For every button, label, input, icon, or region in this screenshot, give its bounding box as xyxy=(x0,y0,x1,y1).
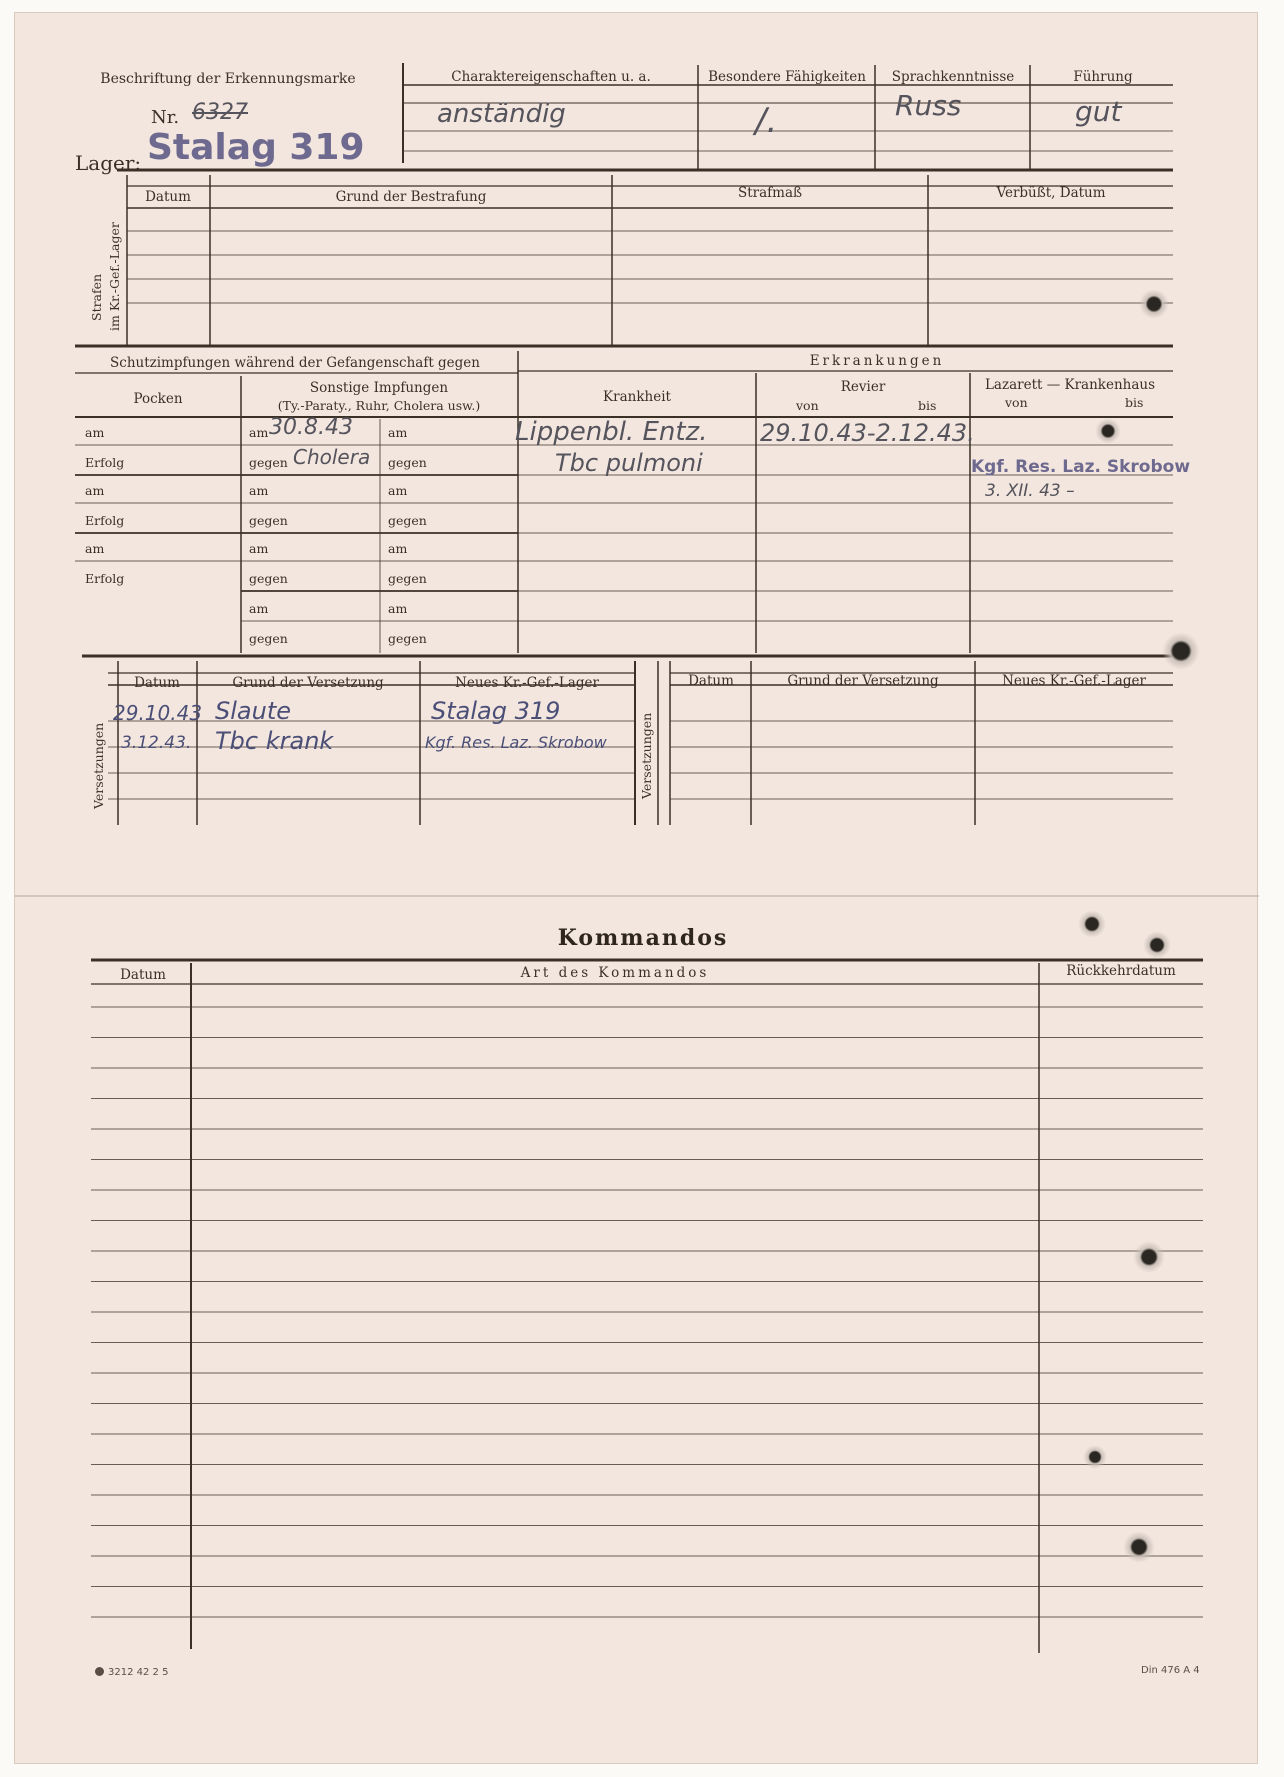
print-code-text: 3212 42 2 5 xyxy=(108,1667,169,1678)
vers-row-2-camp: Kgf. Res. Laz. Skrobow xyxy=(425,733,607,752)
nr-value: 6327 xyxy=(192,100,248,125)
kommandos-title: Kommandos xyxy=(557,925,729,951)
vers-left-col-camp: Neues Kr.-Gef.-Lager xyxy=(455,675,599,691)
impf-col-other-sub: (Ty.-Paraty., Ruhr, Cholera usw.) xyxy=(277,398,481,413)
punch-hole xyxy=(1095,418,1121,444)
erk-col-revier: Revier xyxy=(840,379,886,395)
impf-val-against: Cholera xyxy=(293,445,371,469)
punch-hole xyxy=(1083,1445,1107,1469)
pocken-erfolg-1: Erfolg xyxy=(85,455,125,470)
impf-heading: Schutzimpfungen während der Gefangenschaft gegen xyxy=(110,355,480,371)
impf-val-date: 30.8.43 xyxy=(269,415,353,440)
strafen-side-label-2: im Kr.-Gef.-Lager xyxy=(107,222,122,331)
tag-heading: Beschriftung der Erkennungsmarke xyxy=(100,71,356,87)
col-conduct: Führung xyxy=(1073,69,1133,85)
other-am-2a: am xyxy=(249,483,269,498)
vers-side-label-right: Versetzungen xyxy=(639,712,654,799)
val-conduct: gut xyxy=(1075,95,1122,128)
din-format: Din 476 A 4 xyxy=(1141,1665,1200,1676)
form-rules xyxy=(15,13,1259,1765)
punch-hole xyxy=(1139,289,1169,319)
pocken-am-1: am xyxy=(85,425,105,440)
lazarett-stamp: Kgf. Res. Laz. Skrobow xyxy=(971,457,1191,477)
other-am-3a: am xyxy=(249,541,269,556)
komm-col-type: Art des Kommandos xyxy=(520,965,710,981)
other-gegen-1b: gegen xyxy=(388,455,427,470)
komm-col-return: Rückkehrdatum xyxy=(1066,963,1176,979)
other-am-1b: am xyxy=(388,425,408,440)
punch-hole xyxy=(1133,1241,1165,1273)
col-character: Charaktereigenschaften u. a. xyxy=(451,69,651,85)
vers-right-col-reason: Grund der Versetzung xyxy=(787,673,939,689)
strafen-col-date: Datum xyxy=(145,189,191,205)
punch-hole xyxy=(1123,1531,1155,1563)
other-am-2b: am xyxy=(388,483,408,498)
other-gegen-2a: gegen xyxy=(249,513,288,528)
punch-hole xyxy=(1143,931,1171,959)
pocken-erfolg-2: Erfolg xyxy=(85,513,125,528)
other-am-3b: am xyxy=(388,541,408,556)
other-am-4a: am xyxy=(249,601,269,616)
erk-col-revier-bis: bis xyxy=(918,398,937,413)
vers-right-col-date: Datum xyxy=(688,673,734,689)
col-languages: Sprachkenntnisse xyxy=(891,69,1015,85)
komm-col-date: Datum xyxy=(120,967,166,983)
vers-left-col-reason: Grund der Versetzung xyxy=(232,675,384,691)
vers-left-col-date: Datum xyxy=(134,675,180,691)
form-sheet xyxy=(14,12,1258,1764)
erk-col-laz-bis: bis xyxy=(1125,395,1144,410)
col-skills: Besondere Fähigkeiten xyxy=(708,69,866,85)
punch-hole xyxy=(1077,911,1107,937)
vers-row-2-reason: Tbc krank xyxy=(215,727,334,755)
lazarett-date: 3. XII. 43 – xyxy=(985,481,1075,501)
erk-col-revier-von: von xyxy=(796,398,819,413)
strafen-col-measure: Strafmaß xyxy=(737,185,803,201)
pocken-am-2: am xyxy=(85,483,105,498)
val-skills: ∕. xyxy=(755,101,778,141)
erk-heading: Erkrankungen xyxy=(809,353,945,369)
impf-col-other: Sonstige Impfungen xyxy=(309,380,449,396)
illness-line-1: Lippenbl. Entz. xyxy=(515,417,708,447)
vers-row-1-camp: Stalag 319 xyxy=(431,697,561,725)
print-mark-icon xyxy=(95,1667,104,1676)
lager-stamp: Stalag 319 xyxy=(147,127,365,168)
val-character: anständig xyxy=(437,99,566,129)
other-gegen-4a: gegen xyxy=(249,631,288,646)
other-am-1a: am xyxy=(249,425,269,440)
illness-line-2: Tbc pulmoni xyxy=(555,449,703,477)
other-gegen-1a: gegen xyxy=(249,455,288,470)
revier-dates: 29.10.43-2.12.43. xyxy=(760,419,975,447)
other-gegen-2b: gegen xyxy=(388,513,427,528)
vers-row-1-reason: Slaute xyxy=(215,697,291,725)
impf-col-pocken: Pocken xyxy=(133,391,183,407)
print-code xyxy=(95,1667,168,1678)
lager-label: Lager: xyxy=(75,151,142,175)
other-am-4b: am xyxy=(388,601,408,616)
nr-label: Nr. xyxy=(151,107,180,128)
punch-hole xyxy=(1163,631,1199,671)
strafen-col-served: Verbüßt, Datum xyxy=(996,185,1106,201)
other-gegen-4b: gegen xyxy=(388,631,427,646)
erk-col-laz-von: von xyxy=(1005,395,1028,410)
other-gegen-3a: gegen xyxy=(249,571,288,586)
erk-col-illness: Krankheit xyxy=(603,389,671,405)
strafen-side-label-1: Strafen xyxy=(89,273,104,321)
val-languages: Russ xyxy=(895,89,962,122)
pocken-erfolg-3: Erfolg xyxy=(85,571,125,586)
strafen-col-reason: Grund der Bestrafung xyxy=(335,189,487,205)
vers-side-label-left: Versetzungen xyxy=(91,722,106,809)
pocken-am-3: am xyxy=(85,541,105,556)
vers-row-2-date: 3.12.43. xyxy=(121,733,192,753)
erk-col-lazarett: Lazarett — Krankenhaus xyxy=(984,377,1156,393)
vers-row-1-date: 29.10.43 xyxy=(113,701,203,725)
vers-right-col-camp: Neues Kr.-Gef.-Lager xyxy=(1002,673,1146,689)
other-gegen-3b: gegen xyxy=(388,571,427,586)
